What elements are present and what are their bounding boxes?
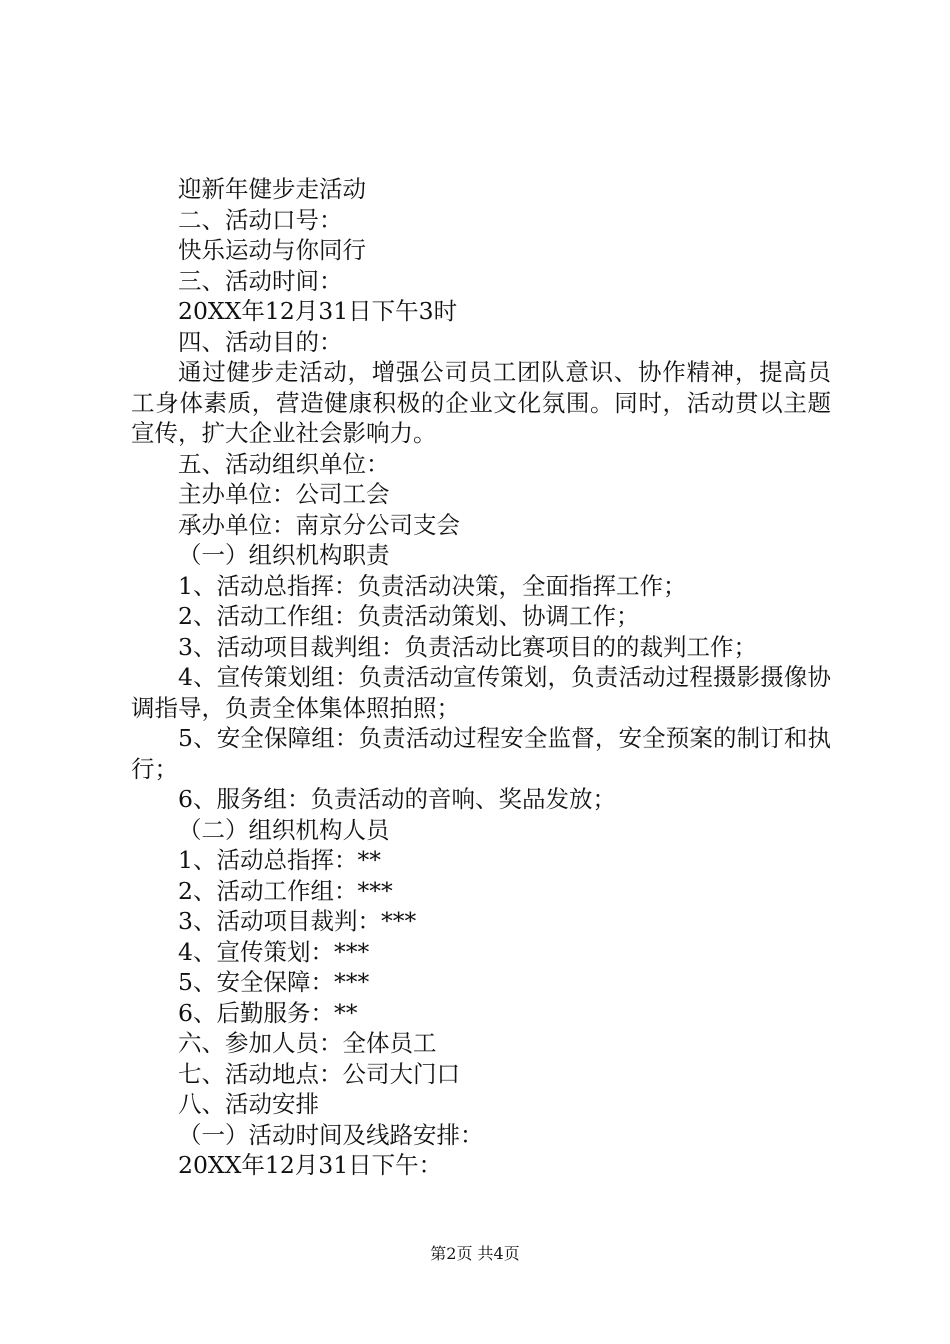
paragraph-duty-6: 6、服务组：负责活动的音响、奖品发放； [178,785,616,813]
page-footer: 第2页 共4页 [430,1244,520,1263]
paragraph-slogan: 快乐运动与你同行 [178,236,366,264]
paragraph-route-time: 20XX年12月31日下午： [178,1151,443,1179]
paragraph-staff-2: 2、活动工作组：*** [178,876,393,905]
paragraph-title: 迎新年健步走活动 [178,175,366,203]
paragraph-staff-6: 6、后勤服务：** [178,998,358,1027]
paragraph-staff-3: 3、活动项目裁判：*** [178,907,417,935]
paragraph-duty-5: 5、安全保障组：负责活动过程安全监督，安全预案的制订和执行； [131,724,831,783]
paragraph-heading-purpose: 四、活动目的： [178,327,343,356]
paragraph-staff-4: 4、宣传策划：*** [178,937,370,966]
paragraph-heading-staff: （二）组织机构人员 [178,815,390,844]
paragraph-staff-1: 1、活动总指挥：** [178,846,381,874]
paragraph-host: 主办单位：公司工会 [178,480,390,508]
paragraph-duty-3: 3、活动项目裁判组：负责活动比赛项目的的裁判工作； [178,632,757,661]
paragraph-co-host: 承办单位：南京分公司支会 [178,510,460,539]
paragraph-purpose: 通过健步走活动，增强公司员工团队意识、协作精神，提高员工身体素质，营造健康积极的企业文化氛围。同时，活动贯以主题宣传，扩大企业社会影响力。 [131,358,831,447]
paragraph-duty-2: 2、活动工作组：负责活动策划、协调工作； [178,602,640,630]
paragraph-heading-arrangement: 八、活动安排 [178,1090,319,1118]
document-body [131,174,831,1181]
paragraph-participants: 六、参加人员：全体员工 [178,1029,437,1057]
paragraph-heading-organizer: 五、活动组织单位： [178,449,390,478]
paragraph-heading-duties: （一）组织机构职责 [178,541,390,569]
paragraph-duty-4: 4、宣传策划组：负责活动宣传策划，负责活动过程摄影摄像协调指导，负责全体集体照拍照； [131,663,831,722]
paragraph-heading-time: 三、活动时间： [178,266,343,295]
paragraph-duty-1: 1、活动总指挥：负责活动决策，全面指挥工作； [178,571,687,600]
paragraph-location: 七、活动地点：公司大门口 [178,1059,460,1088]
paragraph-staff-5: 5、安全保障：*** [178,968,370,996]
paragraph-time: 20XX年12月31日下午3时 [178,297,458,325]
paragraph-heading-slogan: 二、活动口号： [178,205,343,234]
paragraph-heading-route: （一）活动时间及线路安排： [178,1120,484,1149]
